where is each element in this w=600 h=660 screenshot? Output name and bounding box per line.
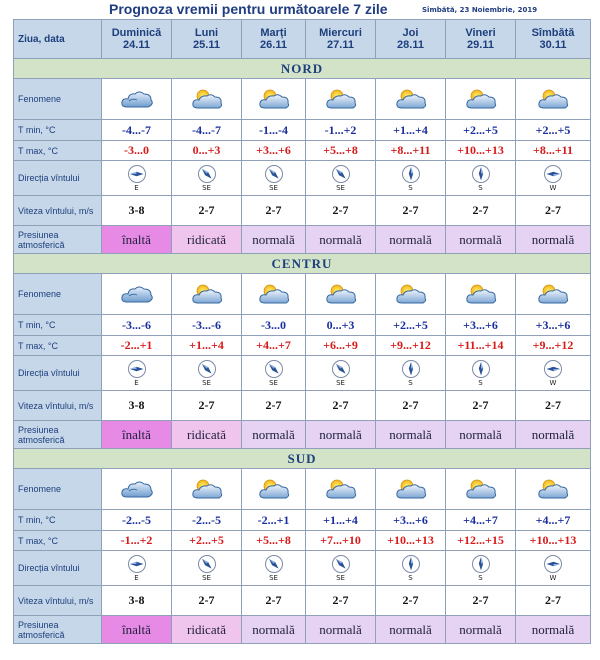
tmax-value: 0...+3	[172, 141, 242, 161]
region-header-row	[14, 254, 591, 274]
pressure-value: normală	[446, 421, 516, 449]
wind-direction-cell	[516, 551, 591, 586]
wind-speed-value: 2-7	[172, 391, 242, 421]
wind-direction-row	[14, 161, 591, 196]
wind-direction-cell	[516, 356, 591, 391]
tmin-label: T min, °C	[14, 120, 102, 141]
day-name: Marți	[260, 27, 287, 39]
header-label: Ziua, data	[14, 20, 102, 59]
day-name: Luni	[194, 27, 219, 39]
phenomena-cell	[376, 274, 446, 315]
wind-direction-text: SE	[336, 184, 345, 192]
partly-cloudy-icon	[394, 88, 428, 110]
wind-speed-value: 2-7	[306, 391, 376, 421]
tmin-label: T min, °C	[14, 510, 102, 531]
pressure-value: normală	[306, 616, 376, 644]
wind-arrow-icon	[264, 359, 284, 379]
region-header-row	[14, 449, 591, 469]
tmin-label: T min, °C	[14, 315, 102, 336]
tmax-label: T max, °C	[14, 141, 102, 161]
partly-cloudy-icon	[190, 283, 224, 305]
wind-arrow-icon	[331, 164, 351, 184]
day-date: 25.11	[193, 39, 220, 51]
pressure-value: normală	[446, 226, 516, 254]
wind-direction-cell	[446, 161, 516, 196]
wind-speed-row	[14, 391, 591, 421]
wind-speed-value: 2-7	[172, 586, 242, 616]
wind-direction-cell	[172, 161, 242, 196]
wind-arrow-icon	[197, 359, 217, 379]
wind-direction-text: S	[478, 574, 483, 582]
wind-direction-text: S	[408, 184, 413, 192]
wind-direction-text: S	[408, 574, 413, 582]
wind-speed-label: Viteza vîntului, m/s	[14, 196, 102, 226]
wind-arrow-icon	[197, 164, 217, 184]
tmax-value: +9...+12	[516, 336, 591, 356]
wind-direction-text: S	[408, 379, 413, 387]
tmin-value: +2...+5	[446, 120, 516, 141]
date-stamp: Sîmbătă, 23 Noiembrie, 2019	[422, 6, 538, 14]
tmax-value: +9...+12	[376, 336, 446, 356]
tmax-value: +8...+11	[376, 141, 446, 161]
partly-cloudy-icon	[536, 88, 570, 110]
pressure-value: ridicată	[172, 616, 242, 644]
partly-cloudy-icon	[536, 478, 570, 500]
wind-direction-text: E	[134, 574, 139, 582]
wind-speed-value: 2-7	[376, 586, 446, 616]
pressure-row	[14, 421, 591, 449]
day-name: Duminică	[111, 27, 162, 39]
wind-arrow-icon	[331, 554, 351, 574]
phenomena-cell	[376, 469, 446, 510]
wind-speed-label: Viteza vîntului, m/s	[14, 586, 102, 616]
tmin-row	[14, 315, 591, 336]
wind-direction-label: Direcția vîntului	[14, 161, 102, 196]
cloudy-icon	[120, 283, 154, 305]
wind-speed-value: 2-7	[242, 196, 306, 226]
wind-direction-cell	[242, 551, 306, 586]
pressure-value: înaltă	[102, 421, 172, 449]
wind-direction-text: SE	[269, 184, 278, 192]
phenomena-cell	[376, 79, 446, 120]
wind-speed-row	[14, 586, 591, 616]
tmin-value: +3...+6	[516, 315, 591, 336]
tmax-value: +4...+7	[242, 336, 306, 356]
phenomena-cell	[306, 469, 376, 510]
tmin-row	[14, 510, 591, 531]
pressure-label: Presiunea atmosferică	[14, 616, 102, 644]
wind-direction-text: W	[549, 184, 557, 192]
tmax-value: -1...+2	[102, 531, 172, 551]
wind-direction-text: W	[549, 574, 557, 582]
wind-arrow-icon	[401, 164, 421, 184]
tmax-label: T max, °C	[14, 531, 102, 551]
tmax-value: +5...+8	[306, 141, 376, 161]
wind-speed-value: 2-7	[306, 196, 376, 226]
wind-direction-label: Direcția vîntului	[14, 356, 102, 391]
tmax-value: +2...+5	[172, 531, 242, 551]
pressure-row	[14, 616, 591, 644]
wind-direction-cell	[102, 551, 172, 586]
region-name: CENTRU	[14, 254, 591, 274]
day-date: 28.11	[397, 39, 424, 51]
phenomena-cell	[446, 79, 516, 120]
tmax-value: +10...+13	[376, 531, 446, 551]
tmin-value: -2...-5	[172, 510, 242, 531]
pressure-value: normală	[446, 616, 516, 644]
phenomena-cell	[516, 469, 591, 510]
pressure-value: înaltă	[102, 226, 172, 254]
wind-arrow-icon	[197, 554, 217, 574]
tmin-value: +3...+6	[446, 315, 516, 336]
tmin-value: -1...+2	[306, 120, 376, 141]
phenomena-cell	[446, 469, 516, 510]
phenomena-cell	[102, 469, 172, 510]
tmax-row	[14, 141, 591, 161]
wind-speed-value: 2-7	[446, 391, 516, 421]
wind-speed-value: 2-7	[516, 586, 591, 616]
partly-cloudy-icon	[324, 283, 358, 305]
phenomena-row	[14, 79, 591, 120]
wind-arrow-icon	[331, 359, 351, 379]
partly-cloudy-icon	[190, 478, 224, 500]
tmax-value: +7...+10	[306, 531, 376, 551]
wind-speed-value: 2-7	[172, 196, 242, 226]
tmin-value: -2...-5	[102, 510, 172, 531]
wind-speed-value: 2-7	[242, 586, 306, 616]
phenomena-cell	[242, 79, 306, 120]
tmin-value: +4...+7	[516, 510, 591, 531]
day-date: 27.11	[327, 39, 354, 51]
pressure-value: normală	[242, 226, 306, 254]
wind-arrow-icon	[471, 359, 491, 379]
wind-speed-value: 2-7	[446, 586, 516, 616]
phenomena-cell	[102, 79, 172, 120]
wind-arrow-icon	[471, 164, 491, 184]
wind-speed-value: 2-7	[376, 391, 446, 421]
wind-arrow-icon	[127, 554, 147, 574]
tmax-label: T max, °C	[14, 336, 102, 356]
tmax-value: -3...0	[102, 141, 172, 161]
wind-speed-value: 3-8	[102, 391, 172, 421]
day-header	[306, 20, 376, 59]
wind-direction-cell	[446, 551, 516, 586]
wind-arrow-icon	[401, 554, 421, 574]
wind-direction-cell	[242, 161, 306, 196]
day-header	[242, 20, 306, 59]
wind-arrow-icon	[264, 554, 284, 574]
wind-speed-value: 2-7	[516, 391, 591, 421]
day-header	[516, 20, 591, 59]
tmin-value: -2...+1	[242, 510, 306, 531]
day-header	[102, 20, 172, 59]
tmin-value: -3...-6	[172, 315, 242, 336]
tmax-row	[14, 531, 591, 551]
wind-arrow-icon	[264, 164, 284, 184]
partly-cloudy-icon	[257, 478, 291, 500]
wind-direction-text: SE	[336, 574, 345, 582]
wind-arrow-icon	[543, 359, 563, 379]
phenomena-cell	[306, 274, 376, 315]
pressure-value: ridicată	[172, 226, 242, 254]
tmin-value: +1...+4	[376, 120, 446, 141]
wind-direction-cell	[172, 356, 242, 391]
wind-direction-label: Direcția vîntului	[14, 551, 102, 586]
tmin-value: -4...-7	[172, 120, 242, 141]
title-bar	[0, 0, 600, 20]
tmin-value: +3...+6	[376, 510, 446, 531]
partly-cloudy-icon	[464, 478, 498, 500]
wind-speed-value: 3-8	[102, 196, 172, 226]
tmin-row	[14, 120, 591, 141]
partly-cloudy-icon	[394, 478, 428, 500]
wind-direction-cell	[306, 161, 376, 196]
tmin-value: +4...+7	[446, 510, 516, 531]
tmax-value: +3...+6	[242, 141, 306, 161]
wind-speed-value: 3-8	[102, 586, 172, 616]
wind-direction-text: S	[478, 184, 483, 192]
day-header	[376, 20, 446, 59]
wind-speed-value: 2-7	[242, 391, 306, 421]
wind-direction-text: SE	[269, 379, 278, 387]
wind-speed-value: 2-7	[306, 586, 376, 616]
partly-cloudy-icon	[464, 283, 498, 305]
wind-direction-text: W	[549, 379, 557, 387]
day-header	[446, 20, 516, 59]
tmin-value: -4...-7	[102, 120, 172, 141]
wind-direction-cell	[446, 356, 516, 391]
partly-cloudy-icon	[190, 88, 224, 110]
day-name: Miercuri	[319, 27, 362, 39]
day-header	[172, 20, 242, 59]
day-name: Sîmbătă	[531, 27, 575, 39]
wind-direction-cell	[306, 356, 376, 391]
wind-speed-row	[14, 196, 591, 226]
bottom-strip	[13, 651, 590, 660]
partly-cloudy-icon	[257, 88, 291, 110]
wind-direction-text: S	[478, 379, 483, 387]
tmin-value: +2...+5	[516, 120, 591, 141]
phenomena-cell	[242, 469, 306, 510]
pressure-value: normală	[242, 616, 306, 644]
cloudy-icon	[120, 88, 154, 110]
pressure-value: înaltă	[102, 616, 172, 644]
phenomena-cell	[446, 274, 516, 315]
pressure-value: normală	[242, 421, 306, 449]
day-date: 29.11	[467, 39, 494, 51]
region-header-row	[14, 59, 591, 79]
phenomena-cell	[242, 274, 306, 315]
tmin-value: +2...+5	[376, 315, 446, 336]
wind-direction-cell	[102, 161, 172, 196]
partly-cloudy-icon	[257, 283, 291, 305]
wind-direction-text: E	[134, 184, 139, 192]
forecast-table	[13, 19, 591, 644]
partly-cloudy-icon	[324, 478, 358, 500]
tmax-value: +10...+13	[516, 531, 591, 551]
phenomena-label: Fenomene	[14, 469, 102, 510]
day-date: 24.11	[123, 39, 150, 51]
day-date: 26.11	[260, 39, 287, 51]
wind-arrow-icon	[543, 554, 563, 574]
phenomena-cell	[172, 469, 242, 510]
phenomena-row	[14, 469, 591, 510]
tmin-value: +1...+4	[306, 510, 376, 531]
tmin-value: 0...+3	[306, 315, 376, 336]
wind-speed-label: Viteza vîntului, m/s	[14, 391, 102, 421]
day-name: Vineri	[465, 27, 496, 39]
wind-direction-text: SE	[202, 184, 211, 192]
pressure-value: normală	[306, 226, 376, 254]
tmin-value: -3...-6	[102, 315, 172, 336]
page-title: Prognoza vremii pentru următoarele 7 zile	[109, 1, 388, 17]
pressure-label: Presiunea atmosferică	[14, 226, 102, 254]
wind-direction-text: SE	[202, 379, 211, 387]
wind-speed-value: 2-7	[446, 196, 516, 226]
wind-direction-text: SE	[269, 574, 278, 582]
pressure-value: normală	[306, 421, 376, 449]
partly-cloudy-icon	[536, 283, 570, 305]
wind-direction-text: E	[134, 379, 139, 387]
wind-arrow-icon	[471, 554, 491, 574]
tmin-value: -3...0	[242, 315, 306, 336]
pressure-label: Presiunea atmosferică	[14, 421, 102, 449]
phenomena-label: Fenomene	[14, 274, 102, 315]
wind-direction-cell	[306, 551, 376, 586]
phenomena-row	[14, 274, 591, 315]
day-name: Joi	[402, 27, 419, 39]
tmax-value: +5...+8	[242, 531, 306, 551]
phenomena-label: Fenomene	[14, 79, 102, 120]
wind-arrow-icon	[127, 359, 147, 379]
wind-direction-cell	[376, 356, 446, 391]
phenomena-cell	[102, 274, 172, 315]
wind-arrow-icon	[543, 164, 563, 184]
pressure-value: normală	[376, 421, 446, 449]
wind-arrow-icon	[127, 164, 147, 184]
tmax-value: +11...+14	[446, 336, 516, 356]
tmax-value: +12...+15	[446, 531, 516, 551]
tmax-value: +10...+13	[446, 141, 516, 161]
cloudy-icon	[120, 478, 154, 500]
pressure-value: normală	[376, 616, 446, 644]
pressure-value: ridicată	[172, 421, 242, 449]
tmax-value: +8...+11	[516, 141, 591, 161]
wind-direction-cell	[376, 551, 446, 586]
phenomena-cell	[172, 274, 242, 315]
wind-direction-cell	[242, 356, 306, 391]
wind-speed-value: 2-7	[516, 196, 591, 226]
phenomena-cell	[516, 79, 591, 120]
tmax-value: -2...+1	[102, 336, 172, 356]
day-date: 30.11	[539, 39, 567, 51]
pressure-value: normală	[376, 226, 446, 254]
pressure-value: normală	[516, 421, 591, 449]
partly-cloudy-icon	[324, 88, 358, 110]
wind-direction-text: SE	[336, 379, 345, 387]
phenomena-cell	[172, 79, 242, 120]
phenomena-cell	[306, 79, 376, 120]
wind-direction-text: SE	[202, 574, 211, 582]
wind-direction-cell	[516, 161, 591, 196]
pressure-value: normală	[516, 616, 591, 644]
pressure-row	[14, 226, 591, 254]
tmax-value: +1...+4	[172, 336, 242, 356]
partly-cloudy-icon	[464, 88, 498, 110]
tmax-value: +6...+9	[306, 336, 376, 356]
wind-direction-cell	[376, 161, 446, 196]
wind-direction-row	[14, 551, 591, 586]
wind-speed-value: 2-7	[376, 196, 446, 226]
region-name: NORD	[14, 59, 591, 79]
pressure-value: normală	[516, 226, 591, 254]
tmax-row	[14, 336, 591, 356]
header-row	[14, 20, 591, 59]
tmin-value: -1...-4	[242, 120, 306, 141]
wind-direction-row	[14, 356, 591, 391]
wind-direction-cell	[102, 356, 172, 391]
wind-direction-cell	[172, 551, 242, 586]
phenomena-cell	[516, 274, 591, 315]
partly-cloudy-icon	[394, 283, 428, 305]
region-name: SUD	[14, 449, 591, 469]
wind-arrow-icon	[401, 359, 421, 379]
